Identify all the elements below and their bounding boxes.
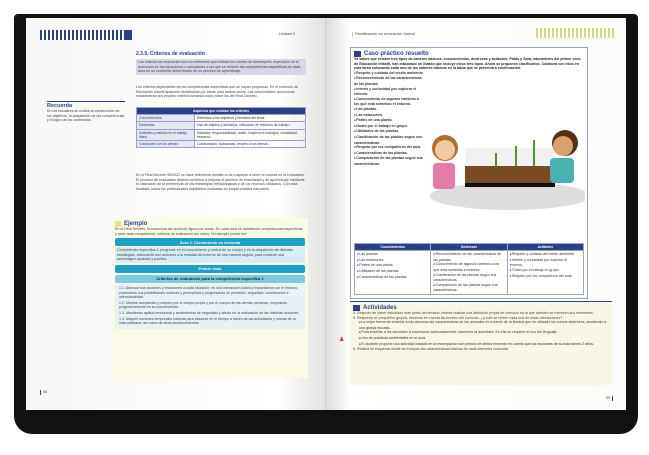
table-item: ■ Las estaciones. (357, 258, 428, 264)
saber-item: ■ Utilidades de las plantas. (354, 129, 424, 135)
saber-item: ■ Respeto por los compañeros del aula. (354, 145, 424, 151)
table-row (137, 141, 306, 148)
table-header: Aspectos que evalúan los criterios (137, 108, 306, 115)
caso-intro: Ya sabes que existen tres tipos de saberes básicos: conocimientos, destrezas y actitudes. Pablo y Sara, educadores del primer ciclo de Educación Infantil, han elaborado un listado que incluye estos tres tipos. Ahora se proponen clasificarlos. Colabora con ellos en esta tarea colocando cada uno de los saberes básicos en la tabla que se presenta a continuación. (354, 57, 581, 71)
saber-item: ■ Características de las plantas. (354, 151, 424, 157)
table-item: ■ Partes de una planta. (357, 263, 428, 269)
table-item: ■ Interés y curiosidad por explorar el entorno. (510, 258, 581, 268)
table-row (137, 129, 306, 140)
table-cell-description: Iniciativa, responsabilidad, orden, limpieza en trabajos, creatividad, esfuerzo... (195, 129, 306, 140)
saber-item: ■ Reconocimiento de las características de las plantas. (354, 76, 424, 86)
saber-item: ■ Conocimiento de algunos cambios a los que está sometido el entorno. (354, 97, 424, 107)
ejemplo-box (112, 218, 308, 378)
table-cell-description: Referidos a los objetivos y temática del tema. (195, 115, 306, 122)
table-cell-aspect: Conductas con los demás (137, 141, 195, 148)
activity-subitem: ■ El docente propone una actividad basada en la estampación con pintura de dedos teniendo en cuenta que los escolares de su aula tienen 2 años. (359, 342, 609, 348)
table-item: ■ Reconocimiento de las características de las plantas. (433, 252, 504, 262)
paragraph-1: Los criterios dependerán de las competencias específicas que se hayan propuesto. En el currículo de Educación Infantil aparecen distribuidos por áreas para ambos ciclos. Las comunidades autónomas establecerán sus propios criterios tomando como base los del Real Decreto. (136, 85, 298, 99)
caso-practico-box (350, 47, 588, 299)
recuerda-title: Recuerda (47, 103, 73, 109)
actividades-box (350, 301, 612, 385)
activity-subitem: ■ La mejor forma de enseñar a mis alumnos las características de los animales es a través de la técnica que he utilizado los cursos anteriores, acudiendo a una granja escuela. (359, 320, 609, 330)
column-header: Conocimientos (355, 244, 431, 251)
table-item: ■ Respeto por los compañeros del aula. (510, 274, 581, 280)
column-header: Destrezas (431, 244, 507, 251)
saber-item: ■ Partes de una planta. (354, 118, 424, 124)
section-title: 2.3.5. Criterios de evaluación (136, 51, 205, 57)
table-item: ■ Comparación de las plantas según sus características. (433, 283, 504, 293)
column-header: Actitudes (507, 244, 583, 251)
table-cell-aspect: Destrezas (137, 122, 195, 129)
group-work-icon: ♟ (339, 337, 345, 343)
table-row (137, 122, 306, 129)
saber-item: ■ Las estaciones. (354, 113, 424, 119)
table-cell-description: Colaboración, solidaridad, respeto a los demás... (195, 141, 306, 148)
saber-item: ■ Comparación de las plantas según sus características. (354, 156, 424, 166)
saber-item: ■ Las plantas. (354, 107, 424, 113)
right-page (326, 18, 626, 410)
table-cell-description: Uso de objetos y utensilios, utilización de métodos de trabajo... (195, 122, 306, 129)
page-number: 98 (40, 390, 47, 395)
table-row (137, 115, 306, 122)
saber-item: ■ Clasificación de las plantas según sus características. (354, 135, 424, 145)
recuerda-text: En los escolares se evalúa la consecución de los objetivos, la adquisición de las competencias y el logro de los contenidos. (47, 109, 125, 123)
header-stripes (40, 30, 126, 40)
left-page (26, 18, 326, 410)
activity-item: 5. Responde en pequeños grupos, teniendo en cuenta las fuentes del currículo, ¿a cuál se refiere cada una de estas afirmaciones? (353, 315, 563, 320)
table-cell-aspect: Actitudes y hábitos en el trabajo diario (137, 129, 195, 140)
page-number: 99 (606, 396, 613, 401)
ciclo-band: Primer ciclo (115, 265, 305, 273)
criterio-item: 1.1. Adecuar sus acciones y reacciones a cada situación, en una interacción lúdica y espontánea con el entorno, explorando sus posibilidades motoras y perceptivas y progresando en precisión, seguridad, coordinación e intencionalidad. (119, 285, 299, 300)
activity-item: 4. Después de haber estudiado este punto del temario, intenta realizar una definición propia de currículo en la que también se nombren sus elementos. (353, 311, 594, 315)
header-stripes (536, 28, 616, 38)
criterio-item: 1.3. Manifestar aptitud emocional y sentimientos de seguridad y afecto en la realización de las distintas acciones. (119, 310, 300, 315)
activity-item: 6. Realiza un esquema donde se incluyan las características básicas de cada elemento curricular. (353, 347, 509, 352)
activity-subitem: ■ Uso de prácticas ambientales en el aula. (359, 336, 609, 342)
table-item: ■ Clasificación de las plantas según sus características. (433, 273, 504, 283)
table-column (355, 251, 431, 295)
paragraph-2: En el Real Decreto 95/2022 se hace referencia también a otro aspecto a tener en cuenta en la evaluación. El proceso de evaluación deberá contribuir a mejorar el proceso de enseñanza y de aprendizaje mediante la valoración de la pertinencia de las estrategias metodológicas y de los recursos utilizados. Con esta finalidad, todos los profesionales implicados evaluarán su propia práctica educativa. (136, 173, 306, 191)
recuerda-box (47, 101, 125, 123)
saber-item: ■ Gusto por el trabajo en grupo. (354, 124, 424, 130)
table-item: ■ Respeto y cuidado del medio ambiente. (510, 252, 581, 258)
criterio-item: 1.4. Adquirir nociones temporales básicas para ubicarse en el tiempo a través de las actividades y rutinas de la vida cotidiana, así como de otros acontecimientos. (119, 316, 296, 326)
page-header: Planificación en educación formal (352, 32, 415, 37)
table-column (507, 251, 583, 295)
table-item: ■ Gusto por el trabajo en grupo. (510, 268, 581, 274)
table-cell-aspect: Conocimientos (137, 115, 195, 122)
table-item: ■ Conocimiento de algunos cambios a los que está sometido el entorno. (433, 262, 504, 272)
actividades-title: Actividades (353, 305, 609, 311)
children-plants-illustration (415, 118, 585, 213)
criteria-table (136, 107, 306, 148)
criterios-list (115, 284, 305, 329)
table-item: ■ Utilidades de las plantas. (357, 269, 428, 275)
activity-subitem: ■ Para enseñar a los escolares a expresarse adecuadamente usaremos la asamblea. En ella se requiere el uso del lenguaje. (359, 330, 609, 336)
saberes-table (354, 243, 584, 295)
saber-item: ■ Interés y curiosidad por explorar el entorno. (354, 87, 424, 97)
criterio-item: 1.2. Mostrar aceptación y respeto por el cuerpo propio y por el cuerpo de las demás personas, mejorando progresivamente en su conocimiento. (119, 300, 288, 310)
table-item: ■ Las plantas. (357, 252, 428, 258)
table-item: ■ Características de las plantas. (357, 275, 428, 281)
table-column (431, 251, 507, 295)
ejemplo-intro: En el Real Decreto, la estructura del currículo figura por áreas. En cada área se establecen competencias específicas y para cada competencia, criterios de evaluación por ciclos. Un ejemplo puede ser: (115, 227, 303, 236)
competencia-text: Competencia específica 1: progresar en el conocimiento y control de su cuerpo y en la adquisición de distintas estrategias, adecuando sus acciones a la realidad del entorno de una manera segura, para construir una autoimagen ajustada y positiva. (115, 247, 305, 263)
ejemplo-title: Ejemplo (115, 221, 305, 227)
header-block (126, 30, 132, 40)
saberes-list (354, 71, 424, 167)
criterios-band: Criterios de evaluación para la competencia específica 1 (115, 275, 305, 283)
caso-title: Caso práctico resuelto (354, 51, 584, 57)
area-band: Área 1. Crecimiento en Armonía (115, 238, 305, 246)
saber-item: ■ Respeto y cuidado del medio ambiente. (354, 71, 424, 77)
definition-box: Los criterios de evaluación son los referentes que indican los niveles de desempeño esperados en el alumnado en las situaciones o actividades a las que se refieren las competencias específicas de cada área en un momento determinado de su proceso de aprendizaje. (136, 59, 306, 75)
unit-label: Unidad 4 (279, 31, 296, 36)
